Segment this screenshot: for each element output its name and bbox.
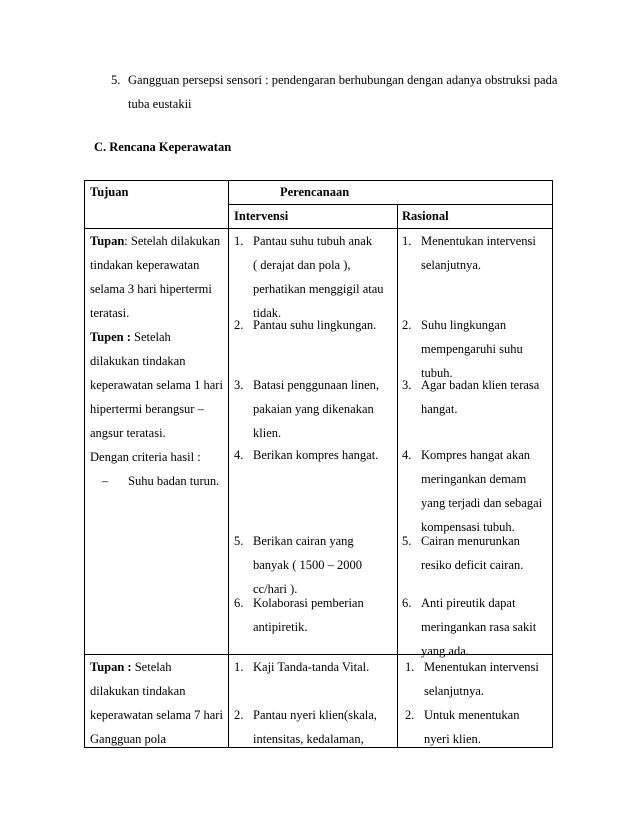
rasional-number-4: 4.: [402, 448, 412, 462]
tupen-line-2: dilakukan tindakan: [90, 354, 186, 368]
rasional-6-line-2: meringankan rasa sakit: [421, 620, 537, 634]
intervensi-1-line-2: ( derajat dan pola ),: [253, 258, 351, 272]
r2-rasional-1-line-1: Menentukan intervensi: [424, 660, 539, 674]
rasional-3-line-2: hangat.: [421, 402, 458, 416]
tupen-text: Setelah: [130, 330, 171, 344]
intervensi-number-3: 3.: [234, 378, 244, 392]
tupan-line-4: teratasi.: [90, 306, 130, 320]
section-heading: C. Rencana Keperawatan: [94, 140, 232, 154]
r2-tupan-label: Tupan :: [90, 660, 132, 674]
rasional-4-line-1: Kompres hangat akan: [421, 448, 530, 462]
rasional-5-line-1: Cairan menurunkan: [421, 534, 520, 548]
intervensi-number-1: 1.: [234, 234, 244, 248]
rasional-number-1: 1.: [402, 234, 412, 248]
rasional-1-line-1: Menentukan intervensi: [421, 234, 536, 248]
r2-rasional-number-2: 2.: [405, 708, 415, 722]
list-number-5: 5.: [111, 73, 121, 87]
rasional-number-5: 5.: [402, 534, 412, 548]
intervensi-number-4: 4.: [234, 448, 244, 462]
tupen-line-5: angsur teratasi.: [90, 426, 166, 440]
intervensi-3-line-1: Batasi penggunaan linen,: [253, 378, 380, 392]
item5-line1: Gangguan persepsi sensori : pendengaran berhubungan dengan adanya obstruksi pada: [128, 73, 558, 87]
rasional-4-line-3: yang terjadi dan sebagai: [421, 496, 543, 510]
header-tujuan: Tujuan: [90, 185, 129, 199]
tupen-label: Tupen :: [90, 330, 131, 344]
rasional-number-2: 2.: [402, 318, 412, 332]
rasional-5-line-2: resiko deficit cairan.: [421, 558, 524, 572]
rasional-3-line-1: Agar badan klien terasa: [421, 378, 540, 392]
rasional-2-line-1: Suhu lingkungan: [421, 318, 507, 332]
intervensi-6-line-2: antipiretik.: [253, 620, 308, 634]
rasional-2-line-2: mempengaruhi suhu: [421, 342, 523, 356]
r2-intervensi-number-2: 2.: [234, 708, 244, 722]
header-perencanaan: Perencanaan: [280, 185, 350, 199]
rasional-number-3: 3.: [402, 378, 412, 392]
rasional-1-line-2: selanjutnya.: [421, 258, 482, 272]
header-rasional: Rasional: [402, 209, 449, 223]
intervensi-6-line-1: Kolaborasi pemberian: [253, 596, 364, 610]
tupan-line-1: [90, 229, 220, 253]
rasional-4-line-4: kompensasi tubuh.: [421, 520, 515, 534]
r2-tupan-line-2: dilakukan tindakan: [90, 684, 186, 698]
r2-rasional-2-line-2: nyeri klien.: [424, 732, 481, 746]
tupan-line-3: selama 3 hari hipertermi: [90, 282, 212, 296]
intervensi-4-line-1: Berikan kompres hangat.: [253, 448, 379, 462]
kriteria-label: Dengan criteria hasil :: [90, 450, 201, 464]
r2-intervensi-2-line-2: intensitas, kedalaman,: [253, 732, 364, 746]
intervensi-3-line-3: klien.: [253, 426, 282, 440]
intervensi-1-line-3: perhatikan menggigil atau: [253, 282, 384, 296]
intervensi-1-line-1: Pantau suhu tubuh anak: [253, 234, 373, 248]
intervensi-5-line-3: cc/hari ).: [253, 582, 298, 596]
intervensi-3-line-2: pakaian yang dikenakan: [253, 402, 374, 416]
dash-bullet: –: [102, 474, 109, 488]
tupen-line-1: [90, 325, 171, 349]
tupan-line-2: tindakan keperawatan: [90, 258, 200, 272]
r2-tupan-text: Setelah: [131, 660, 172, 674]
rasional-number-6: 6.: [402, 596, 412, 610]
r2-intervensi-number-1: 1.: [234, 660, 244, 674]
col-divider-1: [228, 180, 229, 748]
intervensi-number-2: 2.: [234, 318, 244, 332]
item5-line2: tuba eustakii: [128, 97, 192, 111]
intervensi-5-line-1: Berikan cairan yang: [253, 534, 354, 548]
r2-rasional-number-1: 1.: [405, 660, 415, 674]
intervensi-1-line-4: tidak.: [253, 306, 282, 320]
intervensi-5-line-2: banyak ( 1500 – 2000: [253, 558, 363, 572]
kriteria-item-text: Suhu badan turun.: [128, 474, 220, 488]
r2-tupan-line-3: keperawatan selama 7 hari: [90, 708, 223, 722]
rasional-2-line-3: tubuh.: [421, 366, 453, 380]
r2-tupan-line-1: [90, 655, 172, 679]
tupan-label: Tupan: [90, 234, 125, 248]
col-divider-2: [397, 204, 398, 748]
intervensi-number-6: 6.: [234, 596, 244, 610]
tupen-line-4: hipertermi berangsur –: [90, 402, 204, 416]
r2-rasional-1-line-2: selanjutnya.: [424, 684, 485, 698]
tupen-line-3: keperawatan selama 1 hari: [90, 378, 223, 392]
tupan-text: : Setelah dilakukan: [124, 234, 221, 248]
rasional-6-line-1: Anti pireutik dapat: [421, 596, 516, 610]
kriteria-item: [102, 469, 219, 493]
r2-rasional-2-line-1: Untuk menentukan: [424, 708, 520, 722]
rasional-6-line-3: yang ada.: [421, 644, 469, 658]
r2-tupan-line-4: Gangguan pola: [90, 732, 167, 746]
r2-intervensi-1-line-1: Kaji Tanda-tanda Vital.: [253, 660, 370, 674]
intervensi-2-line-1: Pantau suhu lingkungan.: [253, 318, 377, 332]
r2-intervensi-2-line-1: Pantau nyeri klien(skala,: [253, 708, 377, 722]
rasional-4-line-2: meringankan demam: [421, 472, 527, 486]
intervensi-number-5: 5.: [234, 534, 244, 548]
header-intervensi: Intervensi: [234, 209, 289, 223]
